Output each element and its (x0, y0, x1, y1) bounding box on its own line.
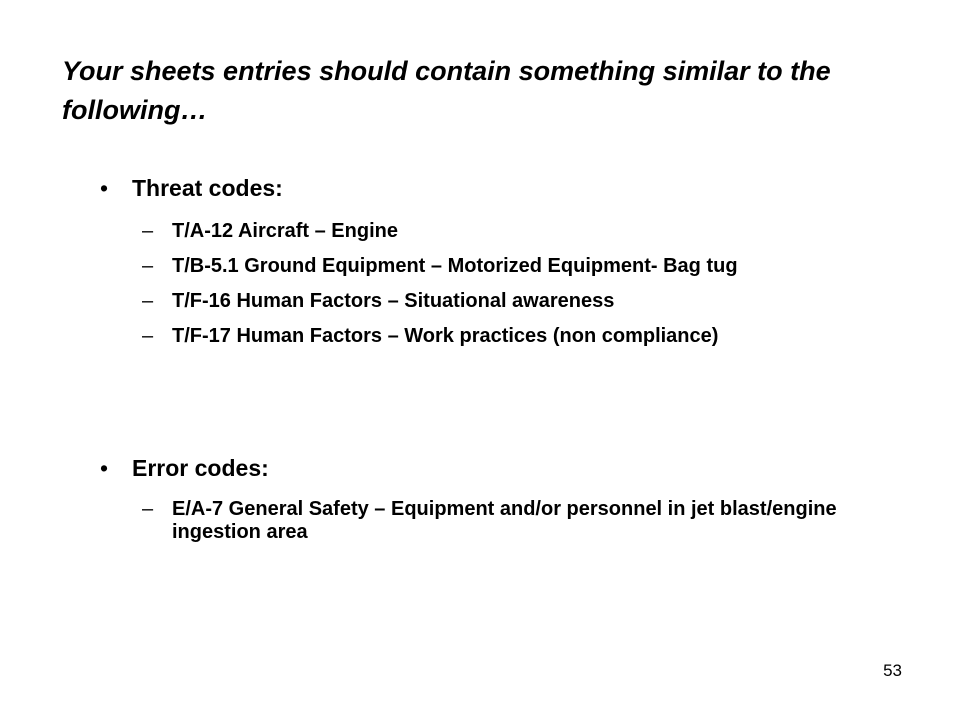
error-codes-section (100, 454, 880, 544)
threat-codes-section (100, 174, 880, 348)
dash-icon: – (142, 290, 154, 312)
dash-icon: – (142, 498, 154, 520)
dash-icon: – (142, 255, 154, 277)
error-codes-list (100, 498, 880, 544)
list-item-text: T/A-12 Aircraft – Engine (172, 220, 398, 242)
threat-codes-list (100, 220, 880, 348)
bullet-icon: • (100, 175, 109, 201)
list-item-text: T/F-16 Human Factors – Situational awareness (172, 290, 615, 312)
bullet-icon: • (100, 455, 109, 481)
list-item-text: T/B-5.1 Ground Equipment – Motorized Equipment- Bag tug (172, 255, 738, 277)
dash-icon: – (142, 325, 154, 347)
dash-icon: – (142, 220, 154, 242)
threat-codes-heading-text: Threat codes: (132, 175, 283, 201)
list-item (100, 255, 880, 278)
slide-title: Your sheets entries should contain something similar to the following… (62, 56, 831, 125)
list-item (100, 220, 880, 243)
list-item (100, 498, 880, 544)
error-codes-heading-text: Error codes: (132, 455, 269, 481)
page-number: 53 (883, 661, 902, 680)
list-item-text: E/A-7 General Safety – Equipment and/or personnel in jet blast/engine ingestion area (172, 498, 837, 543)
list-item (100, 325, 880, 348)
threat-codes-heading (100, 174, 880, 202)
list-item-text: T/F-17 Human Factors – Work practices (non compliance) (172, 325, 719, 347)
list-item (100, 290, 880, 313)
error-codes-heading (100, 454, 880, 482)
